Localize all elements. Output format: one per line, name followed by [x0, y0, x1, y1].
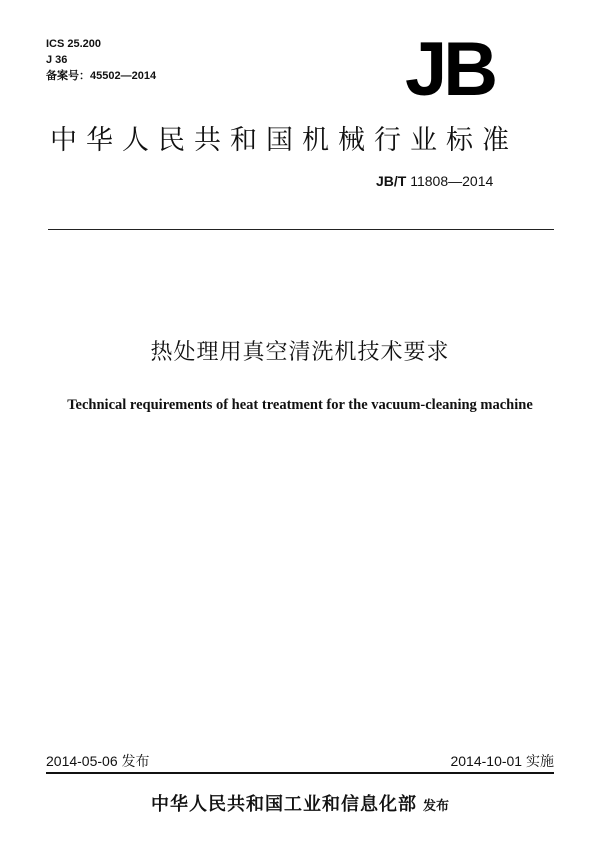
classification-code: J 36: [46, 54, 68, 66]
publisher-action: 发布: [422, 799, 449, 814]
jb-logo: JB: [405, 27, 495, 112]
document-title-english: Technical requirements of heat treatment for the vacuum-cleaning machine: [67, 397, 533, 413]
standard-number: [376, 172, 493, 190]
ics-code: ICS 25.200: [46, 38, 102, 50]
document-title-chinese: 热处理用真空清洗机技术要求: [150, 340, 450, 365]
publisher-name: 中华人民共和国工业和信息化部: [150, 794, 417, 815]
standard-category-title: 中华人民共和国机械行业标准: [50, 125, 518, 156]
publisher-line: [0, 793, 600, 819]
issue-date: 2014-05-06 发布: [46, 753, 150, 769]
classification-block: [46, 36, 156, 84]
standard-number-value: 11808—2014: [410, 173, 494, 189]
effective-date: 2014-10-01 实施: [450, 753, 554, 769]
record-number: 备案号：45502—2014: [46, 70, 157, 82]
footer-divider: [46, 772, 554, 774]
standard-number-prefix: JB/T: [376, 173, 407, 189]
header-divider: [48, 229, 554, 230]
